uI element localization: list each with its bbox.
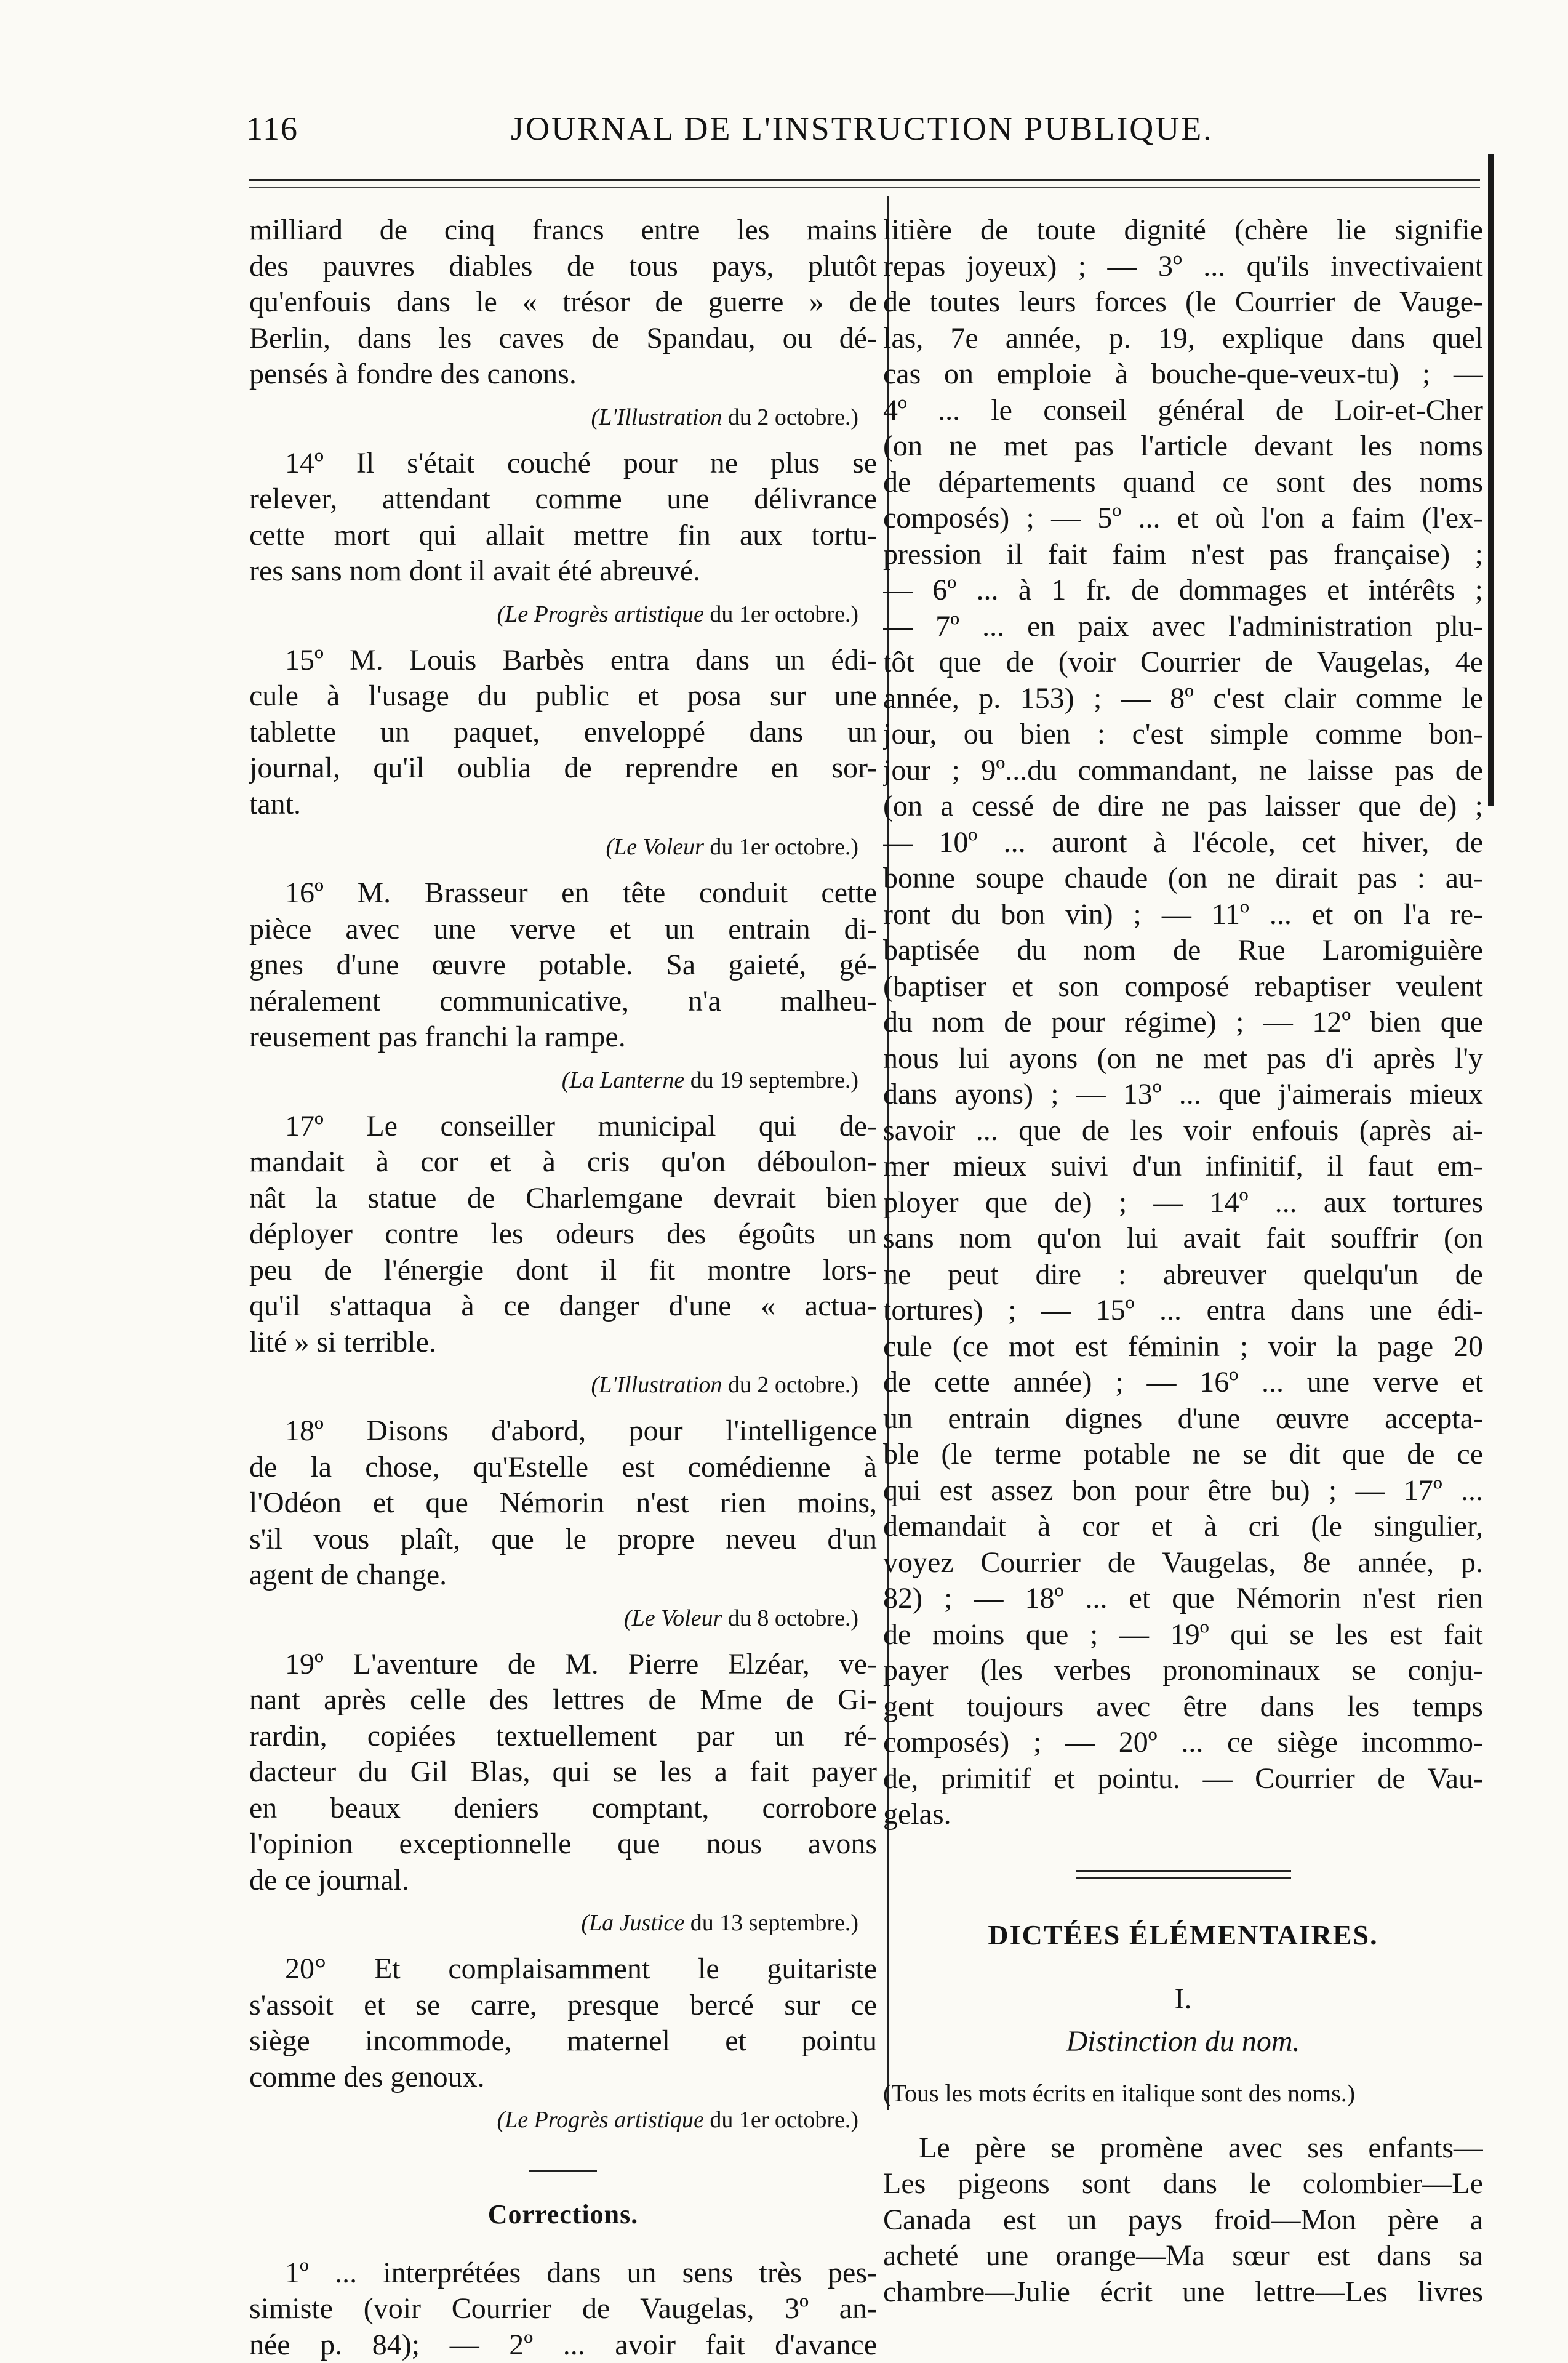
text-line: voyez Courrier de Vaugelas, 8e année, p. [883, 1545, 1483, 1581]
text-line: composés) ; — 5º ... et où l'on a faim (l'ex- [883, 500, 1483, 537]
text-line: 15º M. Louis Barbès entra dans un édi- [249, 643, 877, 679]
text-line: des pauvres diables de tous pays, plutôt [249, 249, 877, 285]
text-line: — 7º ... en paix avec l'administration plu- [883, 609, 1483, 645]
text-line: qu'il s'attaqua à ce danger d'une « actua- [249, 1288, 877, 1325]
text-line: repas joyeux) ; — 3º ... qu'ils invectivaient [883, 249, 1483, 285]
corrections-continued [883, 212, 1483, 1833]
source-citation [249, 1064, 858, 1096]
example-item-19 [249, 1647, 877, 1940]
text-line: pièce avec une verve et un entrain di- [249, 912, 877, 948]
text-line: acheté une orange—Ma sœur est dans sa [883, 2238, 1483, 2274]
intro-paragraph [249, 212, 877, 433]
text-line: peu de l'énergie dont il fit montre lors- [249, 1253, 877, 1289]
text-line: agent de change. [249, 1557, 877, 1594]
text-line: année, p. 153) ; — 8º c'est clair comme le [883, 681, 1483, 717]
text-line: qui est assez bon pour être bu) ; — 17º ... [883, 1473, 1483, 1509]
text-line: Les pigeons sont dans le colombier—Le [883, 2166, 1483, 2202]
text-line: en beaux deniers comptant, corrobore [249, 1791, 877, 1827]
text-line: milliard de cinq francs entre les mains [249, 212, 877, 249]
source-title: L'Illustration [599, 404, 722, 430]
text-line: dacteur du Gil Blas, qui se les a fait payer [249, 1754, 877, 1791]
corrections-paragraph [249, 2255, 877, 2363]
section-rule [1076, 1870, 1291, 1872]
text-line: jour ; 9º...du commandant, ne laisse pas de [883, 753, 1483, 789]
text-line: du nom de pour régime) ; — 12º bien que [883, 1005, 1483, 1041]
header-rule [249, 179, 1480, 181]
text-line: gnes d'une œuvre potable. Sa gaieté, gé- [249, 947, 877, 984]
text-line: Berlin, dans les caves de Spandau, ou dé- [249, 321, 877, 357]
text-line: un entrain dignes d'une œuvre accepta- [883, 1401, 1483, 1437]
source-title: (L'Illustration [591, 1372, 722, 1398]
text-line: s'assoit et se carre, presque bercé sur ce [249, 1988, 877, 2024]
source-citation [249, 1602, 858, 1634]
right-column [883, 212, 1483, 2310]
text-line: savoir ... que de les voir enfouis (après ai- [883, 1113, 1483, 1149]
source-citation [249, 598, 858, 630]
source-date: du 13 septembre.) [684, 1910, 858, 1936]
lesson-subtitle: Distinction du nom. [883, 2024, 1483, 2060]
text-line: 17º Le conseiller municipal qui de- [249, 1109, 877, 1145]
text-line: néralement communicative, n'a malheu- [249, 984, 877, 1020]
text-line: journal, qu'il oublia de reprendre en sor- [249, 750, 877, 787]
source-citation [249, 1369, 858, 1401]
text-line: las, 7e année, p. 19, explique dans quel [883, 321, 1483, 357]
text-line: (on a cessé de dire ne pas laisser que de) ; [883, 788, 1483, 825]
text-line: tablette un paquet, enveloppé dans un [249, 715, 877, 751]
text-line: — 10º ... auront à l'école, cet hiver, de [883, 825, 1483, 861]
page-number: 116 [246, 110, 298, 148]
text-line: ne peut dire : abreuver quelqu'un de [883, 1257, 1483, 1293]
source-date: du 2 octobre.) [722, 1372, 858, 1398]
text-line: cas on emploie à bouche-que-veux-tu) ; — [883, 356, 1483, 393]
text-line: cule à l'usage du public et posa sur une [249, 678, 877, 715]
text-line: ble (le terme potable ne se dit que de ce [883, 1437, 1483, 1473]
example-item-18 [249, 1413, 877, 1634]
text-line: 19º L'aventure de M. Pierre Elzéar, ve- [249, 1647, 877, 1683]
text-line: de départements quand ce sont des noms [883, 465, 1483, 501]
page-header [246, 110, 1483, 159]
text-line: ployer que de) ; — 14º ... aux tortures [883, 1185, 1483, 1221]
example-item-16 [249, 875, 877, 1096]
text-line: baptisée du nom de Rue Laromiguière [883, 933, 1483, 969]
text-line: 14º Il s'était couché pour ne plus se [249, 446, 877, 482]
text-line: bonne soupe chaude (on ne dirait pas : au- [883, 861, 1483, 897]
text-line: cette mort qui allait mettre fin aux tortu- [249, 518, 877, 554]
source-title: (Le Voleur [624, 1605, 722, 1631]
source-date: du 1er octobre.) [704, 834, 858, 860]
source-citation [249, 1907, 858, 1939]
example-item-17 [249, 1109, 877, 1402]
text-line: sans nom qu'on lui avait fait souffrir (on [883, 1221, 1483, 1257]
text-line: 4º ... le conseil général de Loir-et-Cher [883, 393, 1483, 429]
source-date: du 1er octobre.) [704, 601, 858, 627]
text-line: payer (les verbes pronominaux se conju- [883, 1653, 1483, 1689]
section-divider [529, 2170, 597, 2172]
source-citation [249, 831, 858, 863]
text-line: de, primitif et pointu. — Courrier de Vau- [883, 1761, 1483, 1797]
text-line: 16º M. Brasseur en tête conduit cette [249, 875, 877, 912]
text-line: tôt que de (voir Courrier de Vaugelas, 4e [883, 644, 1483, 681]
text-line: mer mieux suivi d'un infinitif, il faut em- [883, 1149, 1483, 1185]
text-line: Canada est un pays froid—Mon père a [883, 2202, 1483, 2239]
text-line: siège incommode, maternel et pointu [249, 2023, 877, 2060]
text-line: pensés à fondre des canons. [249, 356, 877, 393]
running-title: JOURNAL DE L'INSTRUCTION PUBLIQUE. [511, 110, 1214, 148]
section-heading: DICTÉES ÉLÉMENTAIRES. [883, 1917, 1483, 1954]
section-rule-thin [1076, 1877, 1291, 1879]
text-line: chambre—Julie écrit une lettre—Les livres [883, 2274, 1483, 2311]
text-line: demandait à cor et à cri (le singulier, [883, 1509, 1483, 1545]
example-item-20 [249, 1951, 877, 2136]
page-edge-shadow [1488, 154, 1494, 806]
text-line: 82) ; — 18º ... et que Némorin n'est rien [883, 1581, 1483, 1617]
text-line: rardin, copiées textuellement par un ré- [249, 1719, 877, 1755]
text-line: (baptiser et son composé rebaptiser veulent [883, 969, 1483, 1005]
source-title: (Le Progrès artistique [497, 601, 704, 627]
source-date: du 8 octobre.) [722, 1605, 858, 1631]
header-rule-thin [249, 187, 1480, 188]
text-line: née p. 84); — 2º ... avoir fait d'avance [249, 2327, 877, 2363]
text-line: 1º ... interprétées dans un sens très pes- [249, 2255, 877, 2292]
text-line: mandait à cor et à cris qu'on déboulon- [249, 1144, 877, 1181]
text-line: res sans nom dont il avait été abreuvé. [249, 553, 877, 590]
text-line: gent toujours avec être dans les temps [883, 1689, 1483, 1725]
text-line: relever, attendant comme une délivrance [249, 481, 877, 518]
text-line: — 6º ... à 1 fr. de dommages et intérêts ; [883, 572, 1483, 609]
left-column [249, 212, 877, 2363]
source-date: du 2 octobre.) [722, 404, 858, 430]
text-line: nât la statue de Charlemgane devrait bien [249, 1181, 877, 1217]
text-line: lité » si terrible. [249, 1325, 877, 1361]
source-citation [249, 2104, 858, 2136]
text-line: qu'enfouis dans le « trésor de guerre » de [249, 284, 877, 321]
text-line: reusement pas franchi la rampe. [249, 1019, 877, 1056]
text-line: (on ne met pas l'article devant les noms [883, 428, 1483, 465]
text-line: litière de toute dignité (chère lie signifie [883, 212, 1483, 249]
text-line: dans ayons) ; — 13º ... que j'aimerais mieux [883, 1077, 1483, 1113]
text-line: jour, ou bien : c'est simple comme bon- [883, 716, 1483, 753]
text-line: nant après celle des lettres de Mme de Gi- [249, 1682, 877, 1719]
text-line: déployer contre les odeurs des égoûts un [249, 1216, 877, 1253]
source-title: (Le Progrès artistique [497, 2107, 704, 2133]
source-citation: (L'Illustration du 2 octobre.) [249, 401, 858, 433]
text-line: gelas. [883, 1797, 1483, 1833]
dictee-paragraph [883, 2130, 1483, 2311]
source-date: du 1er octobre.) [704, 2107, 858, 2133]
text-line: pression il fait faim n'est pas française) ; [883, 537, 1483, 573]
text-line: Le père se promène avec ses enfants— [883, 2130, 1483, 2167]
source-title: (La Lanterne [562, 1067, 685, 1093]
text-line: 20° Et complaisamment le guitariste [249, 1951, 877, 1988]
text-line: simiste (voir Courrier de Vaugelas, 3º an- [249, 2291, 877, 2327]
text-line: de moins que ; — 19º qui se les est fait [883, 1617, 1483, 1653]
text-line: de toutes leurs forces (le Courrier de Vauge- [883, 284, 1483, 321]
lesson-note: (Tous les mots écrits en italique sont des noms.) [883, 2076, 1483, 2112]
text-line: de cette année) ; — 16º ... une verve et [883, 1365, 1483, 1401]
text-line: de ce journal. [249, 1863, 877, 1899]
text-line: 18º Disons d'abord, pour l'intelligence [249, 1413, 877, 1450]
lesson-number: I. [883, 1981, 1483, 2018]
example-item-15 [249, 643, 877, 864]
source-title: (La Justice [581, 1910, 684, 1936]
text-line: s'il vous plaît, que le propre neveu d'un [249, 1522, 877, 1558]
text-line: composés) ; — 20º ... ce siège incommo- [883, 1725, 1483, 1761]
text-line: comme des genoux. [249, 2060, 877, 2096]
source-title: (Le Voleur [606, 834, 704, 860]
text-line: l'Odéon et que Némorin n'est rien moins, [249, 1485, 877, 1522]
text-line: ront du bon vin) ; — 11º ... et on l'a re- [883, 897, 1483, 933]
example-item-14 [249, 446, 877, 630]
text-line: l'opinion exceptionnelle que nous avons [249, 1826, 877, 1863]
source-date: du 19 septembre.) [684, 1067, 858, 1093]
text-line: cule (ce mot est féminin ; voir la page 20 [883, 1329, 1483, 1365]
corrections-heading: Corrections. [249, 2197, 877, 2233]
text-line: nous lui ayons (on ne met pas d'i après l'y [883, 1041, 1483, 1077]
text-line: de la chose, qu'Estelle est comédienne à [249, 1450, 877, 1486]
text-line: tortures) ; — 15º ... entra dans une édi- [883, 1293, 1483, 1329]
text-line: tant. [249, 787, 877, 823]
